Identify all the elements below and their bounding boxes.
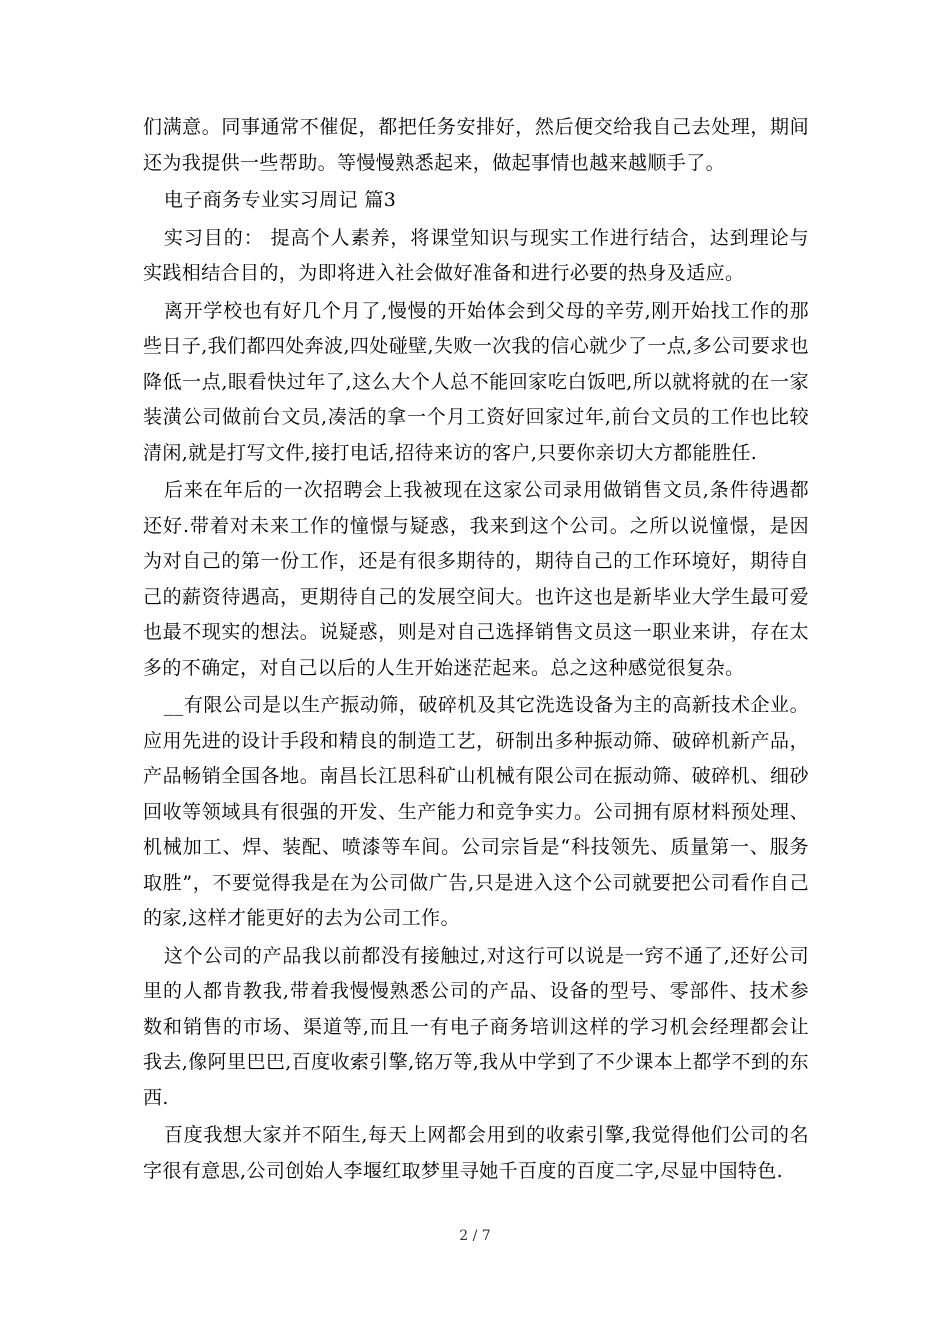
paragraph-recruitment: 后来在年后的一次招聘会上我被现在这家公司录用做销售文员,条件待遇都还好.带着对未来工作的憧憬与疑惑，我来到这个公司。之所以说憧憬，是因为对自己的第一份工作，还是有很多期待的，期待自己的工作环境好，期待自己的薪资待遇高，更期待自己的发展空间大。也许这也是新毕业大学生最可爱也最不现实的想法。说疑惑，则是对自己选择销售文员这一职业来讲，存在太多的不确定，对自己以后的人生开始迷茫起来。总之这种感觉很复杂。 <box>143 479 809 679</box>
paragraph-leaving-school: 离开学校也有好几个月了,慢慢的开始体会到父母的辛劳,刚开始找工作的那些日子,我们都四处奔波,四处碰壁,失败一次我的信心就少了一点,多公司要求也降低一点,眼看快过年了,这么大个人总不能回家吃白饭吧,所以就将就的在一家装潢公司做前台文员,凑活的拿一个月工资好回家过年,前台文员的工作也比较清闲,就是打写文件,接打电话,招待来访的客户,只要你亲切大方都能胜任. <box>143 299 809 464</box>
paragraph-baidu: 百度我想大家并不陌生,每天上网都会用到的收索引擎,我觉得他们公司的名字很有意思,公司创始人李堰红取梦里寻她千百度的百度二字,尽显中国特色. <box>143 1124 809 1182</box>
page-number: 2 / 7 <box>459 1228 491 1244</box>
paragraph-continued: 们满意。同事通常不催促，都把任务安排好，然后便交给我自己去处理，期间还为我提供一些帮助。等慢慢熟悉起来，做起事情也越来越顺手了。 <box>143 116 809 174</box>
document-body <box>143 110 809 1191</box>
section-heading: 电子商务专业实习周记 篇3 <box>163 189 397 211</box>
paragraph-purpose: 实习目的： 提高个人素养，将课堂知识与现实工作进行结合，达到理论与实践相结合目的，为即将进入社会做好准备和进行必要的热身及适应。 <box>143 226 809 284</box>
paragraph-learning: 这个公司的产品我以前都没有接触过,对这行可以说是一窍不通了,还好公司里的人都肯教我,带着我慢慢熟悉公司的产品、设备的型号、零部件、技术参数和销售的市场、渠道等,而且一有电子商务培训这样的学习机会经理都会让我去,像阿里巴巴,百度收索引擎,铭万等,我从中学到了不少课本上都学不到的东西. <box>143 944 809 1109</box>
paragraph-company-intro: __有限公司是以生产振动筛，破碎机及其它洗选设备为主的高新技术企业。应用先进的设计手段和精良的制造工艺，研制出多种振动筛、破碎机新产品，产品畅销全国各地。南昌长江思科矿山机械有限公司在振动筛、破碎机、细砂回收等领域具有很强的开发、生产能力和竞争实力。公司拥有原材料预处理、机械加工、焊、装配、喷漆等车间。公司宗旨是“科技领先、质量第一、服务取胜”，不要觉得我是在为公司做广告,只是进入这个公司就要把公司看作自己的家,这样才能更好的去为公司工作。 <box>143 694 809 929</box>
